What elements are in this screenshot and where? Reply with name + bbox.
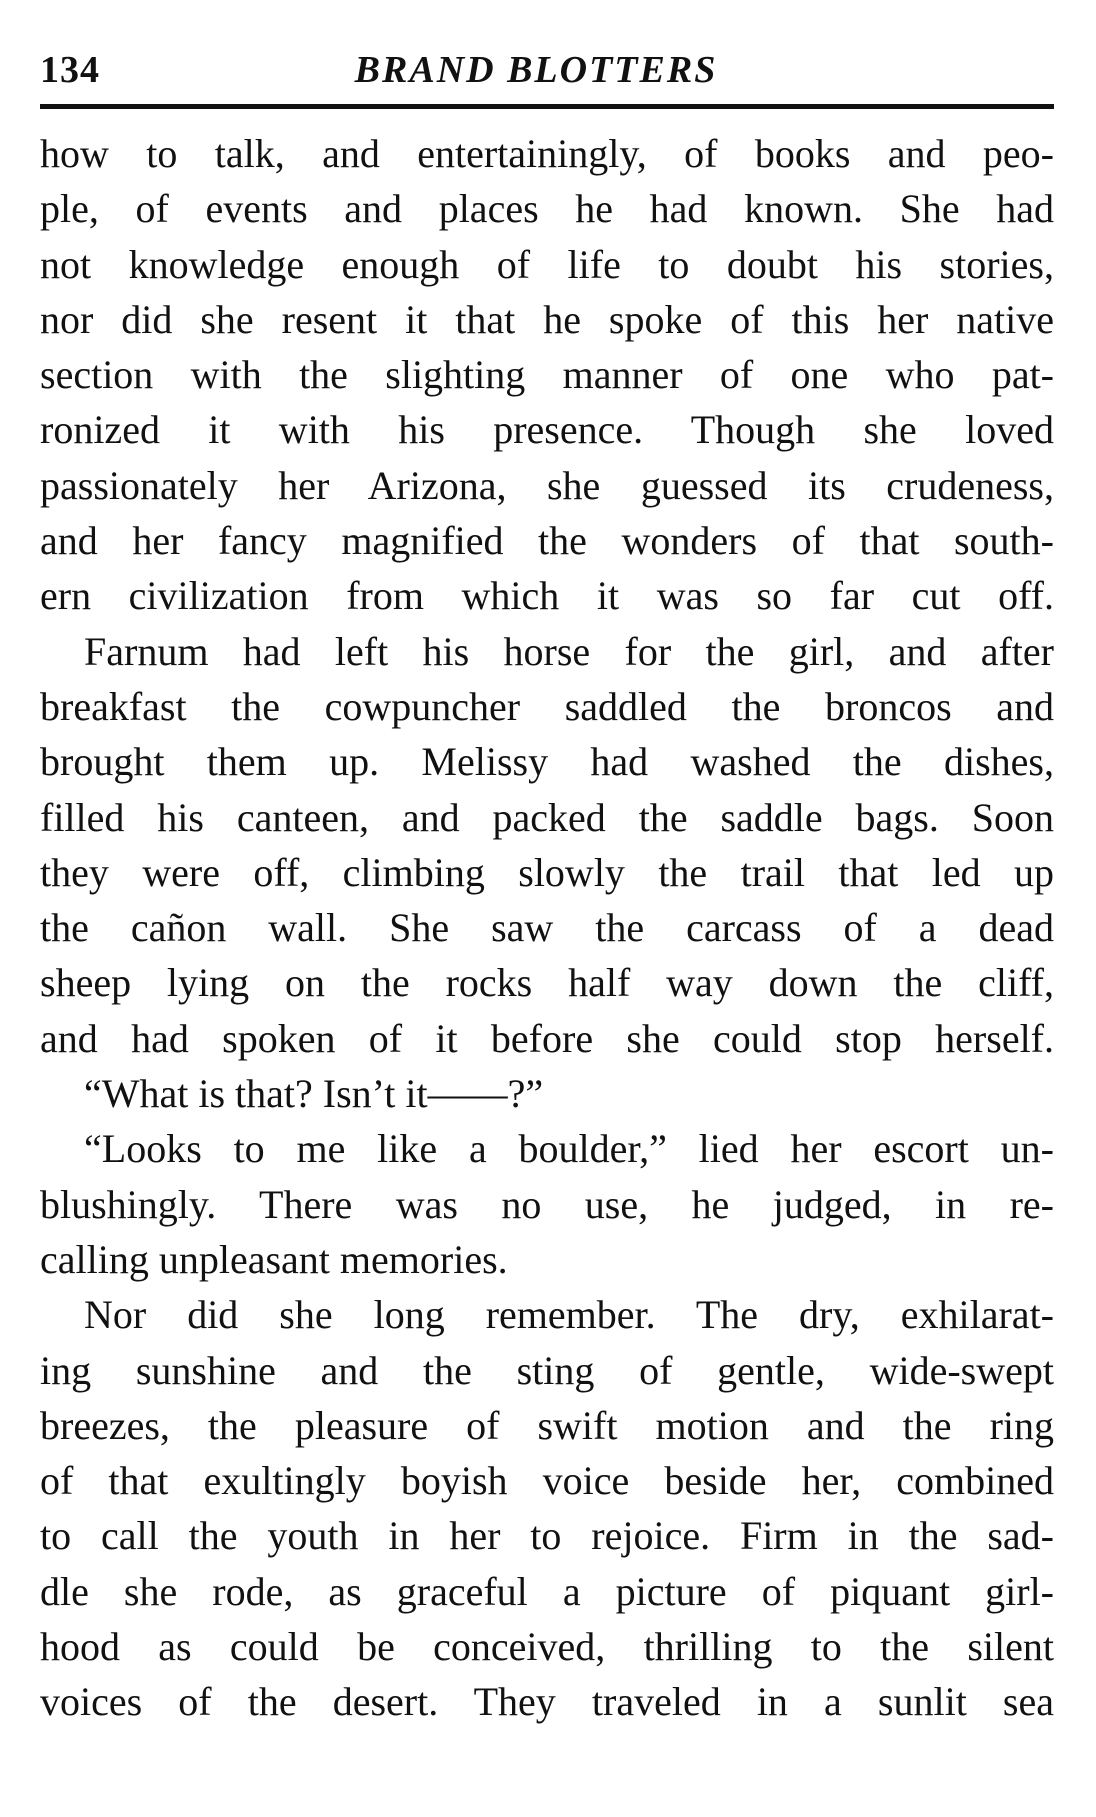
text-line: nor did she resent it that he spoke of this her native (40, 296, 1054, 342)
text-line: sheep lying on the rocks half way down the cliff, (40, 960, 1054, 1006)
text-line: breakfast the cowpuncher saddled the broncos and (40, 683, 1054, 729)
text-line: “Looks to me like a boulder,” lied her escort un- (84, 1126, 1054, 1172)
text-line: and had spoken of it before she could stop herself. (40, 1015, 1054, 1061)
text-line: how to talk, and entertainingly, of books and peo- (40, 131, 1054, 176)
page-number: 134 (40, 49, 100, 91)
text-line: brought them up. Melissy had washed the dishes, (40, 739, 1054, 785)
text-line: blushingly. There was no use, he judged, in re- (40, 1181, 1054, 1227)
text-line: not knowledge enough of life to doubt his stories, (40, 241, 1054, 287)
text-line: the cañon wall. She saw the carcass of a dead (40, 905, 1054, 951)
text-line: “What is that? Isn’t it——?” (84, 1071, 544, 1117)
text-line: ern civilization from which it was so far cut off. (40, 573, 1054, 619)
text-line: filled his canteen, and packed the saddle bags. Soon (40, 794, 1054, 840)
text-line: Farnum had left his horse for the girl, and after (84, 628, 1054, 674)
text-line: and her fancy magnified the wonders of that south- (40, 518, 1054, 564)
body-text (40, 126, 1054, 1730)
text-line: ple, of events and places he had known. She had (40, 186, 1054, 232)
text-line: of that exultingly boyish voice beside her, combined (40, 1458, 1054, 1504)
text-line: hood as could be conceived, thrilling to the silent (40, 1624, 1054, 1670)
header-rule (40, 104, 1054, 109)
text-line: section with the slighting manner of one who pat- (40, 352, 1054, 398)
text-line: ronized it with his presence. Though she loved (40, 407, 1054, 453)
text-line: breezes, the pleasure of swift motion and the ring (40, 1402, 1054, 1448)
text-line: passionately her Arizona, she guessed its crudeness, (40, 462, 1054, 508)
text-line: to call the youth in her to rejoice. Firm in the sad- (40, 1513, 1054, 1559)
page-header (40, 42, 1052, 102)
text-line: ing sunshine and the sting of gentle, wide-swept (40, 1347, 1054, 1393)
text-line: they were off, climbing slowly the trail that led up (40, 849, 1054, 895)
text-line: dle she rode, as graceful a picture of piquant girl- (40, 1568, 1054, 1614)
text-line: Nor did she long remember. The dry, exhilarat- (84, 1292, 1054, 1338)
text-line: voices of the desert. They traveled in a sunlit sea (40, 1679, 1054, 1725)
text-line: calling unpleasant memories. (40, 1236, 508, 1282)
running-title: BRAND BLOTTERS (354, 49, 718, 91)
